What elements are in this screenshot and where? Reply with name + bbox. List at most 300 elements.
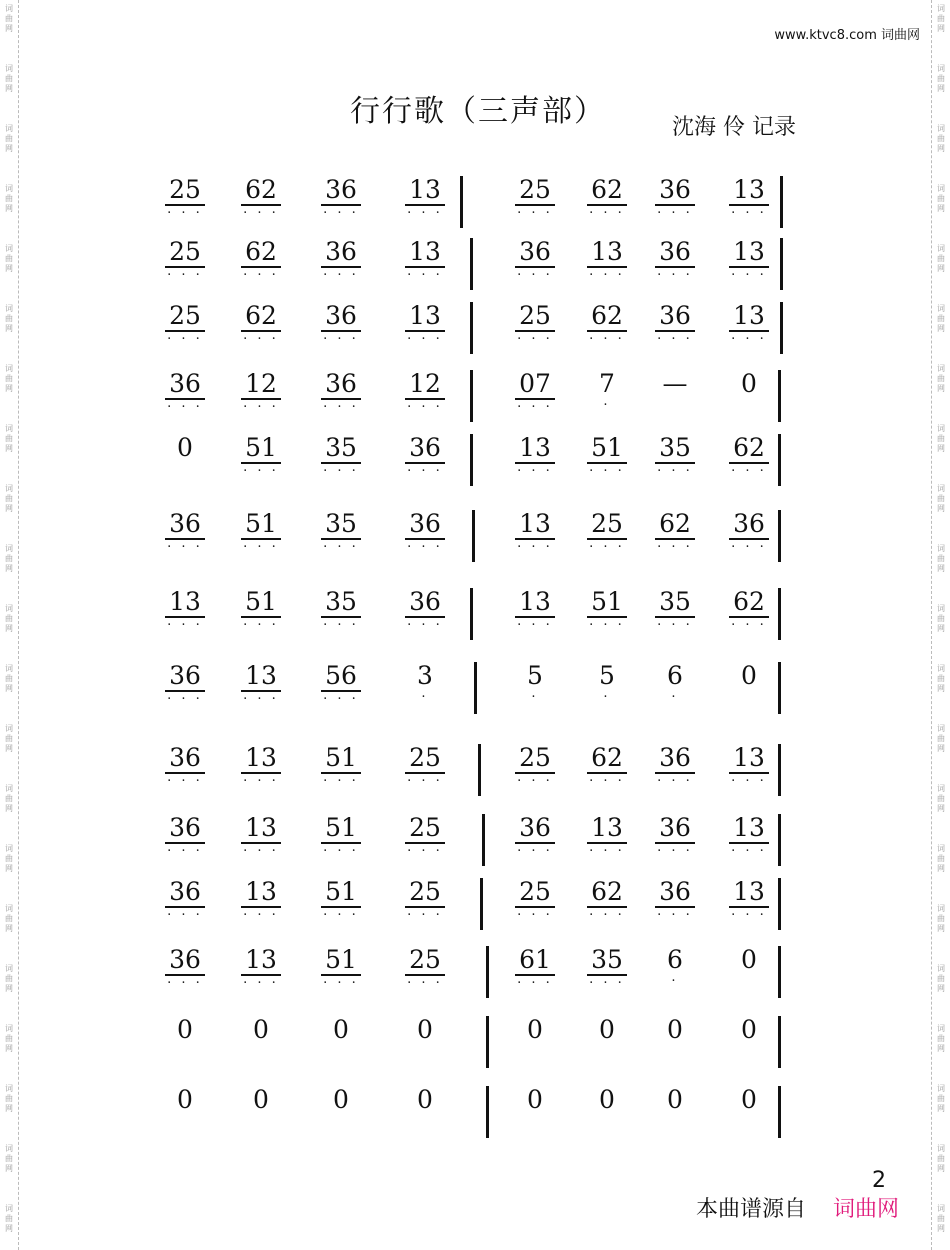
note-value: 13 <box>405 176 445 206</box>
watermark-mark: 词 曲 网 <box>5 1204 13 1233</box>
octave-dots: . . . <box>589 904 625 919</box>
octave-dots: . . . <box>589 614 625 629</box>
note-cell <box>500 878 570 922</box>
note-cell <box>714 588 784 632</box>
note-value: 0 <box>741 661 757 690</box>
note-cell <box>306 946 376 990</box>
note-value: 0 <box>599 1085 615 1114</box>
octave-dots: . . . <box>167 972 203 987</box>
watermark-mark: 词 曲 网 <box>937 304 945 333</box>
note-value: 62 <box>241 238 281 268</box>
note-value: 0 <box>253 1015 269 1044</box>
note-value: 62 <box>241 176 281 206</box>
note-cell <box>572 302 642 346</box>
barline <box>486 1016 489 1068</box>
note-cell <box>500 946 570 990</box>
note-cell <box>226 302 296 346</box>
note-value: 62 <box>587 302 627 332</box>
watermark-mark: 词 曲 网 <box>5 544 13 573</box>
note-cell <box>150 946 220 990</box>
note-cell <box>150 434 220 462</box>
note-cell <box>390 176 460 220</box>
note-cell <box>150 238 220 282</box>
octave-dots: . . . <box>731 264 767 279</box>
octave-dots: . . . <box>657 614 693 629</box>
note-cell <box>226 238 296 282</box>
note-cell <box>640 302 710 346</box>
watermark-mark: 词 曲 网 <box>937 784 945 813</box>
note-cell <box>226 1086 296 1114</box>
octave-dots: . . . <box>517 328 553 343</box>
octave-dots: . . . <box>407 614 443 629</box>
note-value: 12 <box>241 370 281 400</box>
note-value: 0 <box>527 1085 543 1114</box>
note-value: 25 <box>405 946 445 976</box>
note-cell <box>390 662 460 704</box>
barline <box>780 302 783 354</box>
note-value: 36 <box>515 814 555 844</box>
note-value: 7 <box>599 369 615 398</box>
note-value: 36 <box>655 878 695 908</box>
watermark-mark: 词 曲 网 <box>937 1204 945 1233</box>
note-value: 51 <box>241 434 281 464</box>
octave-dots: . . . <box>323 202 359 217</box>
octave-dots: . . . <box>517 460 553 475</box>
octave-dots: . . . <box>243 536 279 551</box>
watermark-mark: 词 曲 网 <box>5 664 13 693</box>
note-cell <box>500 814 570 858</box>
octave-dots: . . . <box>589 770 625 785</box>
watermark-mark: 词 曲 网 <box>5 904 13 933</box>
note-cell <box>500 370 570 414</box>
score-row <box>0 302 950 362</box>
note-value: 36 <box>321 370 361 400</box>
octave-dots: . . . <box>407 770 443 785</box>
barline <box>486 946 489 998</box>
note-value: 51 <box>241 510 281 540</box>
note-value: 36 <box>405 588 445 618</box>
note-value: 51 <box>321 814 361 844</box>
note-cell <box>500 744 570 788</box>
barline <box>778 510 781 562</box>
octave-dots: . . . <box>407 202 443 217</box>
note-cell <box>640 1086 710 1114</box>
footer-brand[interactable]: 词曲网 <box>833 1197 900 1222</box>
note-value: 35 <box>655 588 695 618</box>
octave-dots: . . . <box>589 328 625 343</box>
note-cell <box>640 434 710 478</box>
note-cell <box>572 238 642 282</box>
note-value: 62 <box>587 176 627 206</box>
score-row <box>0 1016 950 1076</box>
note-value: 35 <box>321 434 361 464</box>
note-cell <box>306 510 376 554</box>
barline <box>470 434 473 486</box>
note-value: 0 <box>177 433 193 462</box>
watermark-mark: 词 曲 网 <box>5 424 13 453</box>
octave-dots: . . . <box>589 536 625 551</box>
note-cell <box>150 744 220 788</box>
note-value: 6 <box>667 945 683 974</box>
watermark-mark: 词 曲 网 <box>937 184 945 213</box>
octave-dots: . . . <box>517 614 553 629</box>
note-cell <box>714 238 784 282</box>
note-value: 0 <box>667 1085 683 1114</box>
note-value: 13 <box>515 510 555 540</box>
watermark-mark: 词 曲 网 <box>937 484 945 513</box>
octave-dots: . . . <box>243 904 279 919</box>
note-cell <box>500 302 570 346</box>
note-value: 35 <box>321 588 361 618</box>
note-value: 0 <box>741 1085 757 1114</box>
octave-dots: . . . <box>657 328 693 343</box>
note-value: 0 <box>667 1015 683 1044</box>
note-cell <box>390 1016 460 1044</box>
note-cell <box>572 814 642 858</box>
octave-dots: . . . <box>323 972 359 987</box>
octave-dots: . . . <box>517 904 553 919</box>
note-value: 0 <box>253 1085 269 1114</box>
note-value: 62 <box>655 510 695 540</box>
watermark-mark: 词 曲 网 <box>937 844 945 873</box>
note-cell <box>390 434 460 478</box>
note-value: 13 <box>729 814 769 844</box>
note-cell <box>306 588 376 632</box>
octave-dots: . . . <box>657 904 693 919</box>
octave-dots: . . . <box>517 264 553 279</box>
note-value: 61 <box>515 946 555 976</box>
score-row <box>0 370 950 430</box>
note-value: 36 <box>515 238 555 268</box>
note-cell <box>640 878 710 922</box>
note-cell <box>226 814 296 858</box>
note-value: 62 <box>729 434 769 464</box>
octave-dots: . <box>603 394 611 409</box>
note-cell <box>500 238 570 282</box>
note-cell <box>226 434 296 478</box>
note-cell <box>226 588 296 632</box>
score-row <box>0 434 950 494</box>
octave-dots: . . . <box>167 536 203 551</box>
note-value: 51 <box>321 946 361 976</box>
note-cell <box>714 662 784 690</box>
watermark-mark: 词 曲 网 <box>5 724 13 753</box>
note-cell <box>390 238 460 282</box>
score-row <box>0 1086 950 1146</box>
note-value: 25 <box>515 176 555 206</box>
note-cell <box>306 662 376 706</box>
note-value: 12 <box>405 370 445 400</box>
note-value: 13 <box>241 878 281 908</box>
octave-dots: . . . <box>323 328 359 343</box>
watermark-mark: 词 曲 网 <box>937 1144 945 1173</box>
octave-dots: . . . <box>731 840 767 855</box>
note-cell <box>640 662 710 704</box>
note-value: 25 <box>405 814 445 844</box>
watermark-mark: 词 曲 网 <box>5 604 13 633</box>
note-cell <box>714 1086 784 1114</box>
note-cell <box>572 1086 642 1114</box>
note-value: 13 <box>241 946 281 976</box>
octave-dots: . . . <box>407 904 443 919</box>
note-value: 13 <box>405 302 445 332</box>
note-cell <box>226 370 296 414</box>
note-value: 62 <box>241 302 281 332</box>
note-value: 13 <box>729 302 769 332</box>
note-cell <box>714 302 784 346</box>
watermark-mark: 词 曲 网 <box>5 844 13 873</box>
note-value: 36 <box>655 302 695 332</box>
note-value: 25 <box>165 238 205 268</box>
octave-dots: . . . <box>731 770 767 785</box>
watermark-mark: 词 曲 网 <box>937 604 945 633</box>
octave-dots: . <box>603 686 611 701</box>
note-cell <box>226 946 296 990</box>
note-value: 0 <box>527 1015 543 1044</box>
note-cell <box>714 814 784 858</box>
watermark-mark: 词 曲 网 <box>937 64 945 93</box>
note-value: 0 <box>177 1015 193 1044</box>
note-value: 13 <box>515 588 555 618</box>
barline <box>778 878 781 930</box>
note-value: 36 <box>729 510 769 540</box>
barline <box>778 814 781 866</box>
note-value: 51 <box>321 878 361 908</box>
site-label[interactable]: www.ktvc8.com 词曲网 <box>774 28 920 43</box>
octave-dots: . . . <box>657 460 693 475</box>
octave-dots: . . . <box>407 396 443 411</box>
note-cell <box>226 510 296 554</box>
note-cell <box>390 744 460 788</box>
octave-dots: . . . <box>323 770 359 785</box>
octave-dots: . . . <box>517 840 553 855</box>
note-value: 25 <box>405 878 445 908</box>
barline <box>460 176 463 228</box>
octave-dots: . . . <box>407 460 443 475</box>
note-value: 0 <box>417 1085 433 1114</box>
octave-dots: . <box>671 686 679 701</box>
note-value: 36 <box>405 510 445 540</box>
note-value: 13 <box>241 814 281 844</box>
octave-dots: . . . <box>243 770 279 785</box>
score-row <box>0 510 950 570</box>
barline <box>470 588 473 640</box>
note-cell <box>306 878 376 922</box>
note-value: 13 <box>241 744 281 774</box>
note-cell <box>226 878 296 922</box>
barline <box>778 370 781 422</box>
score-row <box>0 662 950 722</box>
watermark-mark: 词 曲 网 <box>5 1084 13 1113</box>
note-cell <box>150 878 220 922</box>
octave-dots: . . . <box>589 840 625 855</box>
note-cell <box>500 662 570 704</box>
note-cell <box>500 176 570 220</box>
octave-dots: . . . <box>517 396 553 411</box>
watermark-mark: 词 曲 网 <box>5 4 13 33</box>
note-value: 13 <box>729 238 769 268</box>
note-value: 36 <box>321 302 361 332</box>
note-value: 36 <box>165 370 205 400</box>
note-value: 6 <box>667 661 683 690</box>
octave-dots: . <box>671 970 679 985</box>
barline <box>472 510 475 562</box>
octave-dots: . . . <box>731 904 767 919</box>
note-cell <box>390 946 460 990</box>
note-cell <box>500 1016 570 1044</box>
note-value: 62 <box>587 878 627 908</box>
note-cell <box>226 744 296 788</box>
note-cell <box>150 1016 220 1044</box>
octave-dots: . . . <box>243 328 279 343</box>
octave-dots: . . . <box>167 264 203 279</box>
octave-dots: . . . <box>243 396 279 411</box>
barline <box>486 1086 489 1138</box>
note-value: 36 <box>165 946 205 976</box>
barline <box>478 744 481 796</box>
octave-dots: . <box>531 686 539 701</box>
watermark-mark: 词 曲 网 <box>937 424 945 453</box>
watermark-mark: 词 曲 网 <box>5 184 13 213</box>
octave-dots: . . . <box>407 972 443 987</box>
note-cell <box>306 1086 376 1114</box>
note-value: 0 <box>741 1015 757 1044</box>
watermark-mark: 词 曲 网 <box>5 1024 13 1053</box>
barline <box>778 588 781 640</box>
note-cell <box>500 1086 570 1114</box>
octave-dots: . . . <box>323 264 359 279</box>
watermark-mark: 词 曲 网 <box>937 724 945 753</box>
note-cell <box>572 176 642 220</box>
watermark-mark: 词 曲 网 <box>937 124 945 153</box>
note-value: 0 <box>599 1015 615 1044</box>
note-cell <box>390 1086 460 1114</box>
watermark-mark: 词 曲 网 <box>937 244 945 273</box>
octave-dots: . . . <box>517 202 553 217</box>
note-value: 13 <box>729 176 769 206</box>
note-cell <box>500 510 570 554</box>
watermark-mark: 词 曲 网 <box>937 964 945 993</box>
octave-dots: . . . <box>657 840 693 855</box>
note-value: 07 <box>515 370 555 400</box>
note-cell <box>306 744 376 788</box>
note-cell <box>390 814 460 858</box>
octave-dots: . . . <box>407 328 443 343</box>
octave-dots: . . . <box>323 614 359 629</box>
octave-dots: . . . <box>243 614 279 629</box>
barline <box>778 434 781 486</box>
barline <box>778 744 781 796</box>
barline <box>470 302 473 354</box>
octave-dots: . . . <box>243 202 279 217</box>
note-value: 51 <box>321 744 361 774</box>
note-cell <box>226 662 296 706</box>
note-value: 35 <box>587 946 627 976</box>
note-cell <box>500 588 570 632</box>
note-value: 51 <box>241 588 281 618</box>
octave-dots: . . . <box>517 972 553 987</box>
note-cell <box>226 1016 296 1044</box>
octave-dots: . . . <box>323 904 359 919</box>
watermark-mark: 词 曲 网 <box>5 244 13 273</box>
note-value: 0 <box>741 945 757 974</box>
score-row <box>0 176 950 236</box>
octave-dots: . . . <box>167 328 203 343</box>
note-cell <box>714 878 784 922</box>
score-row <box>0 878 950 938</box>
note-value: 25 <box>587 510 627 540</box>
note-cell <box>640 176 710 220</box>
note-cell <box>714 946 784 974</box>
octave-dots: . . . <box>167 396 203 411</box>
page-number: 2 <box>872 1168 886 1193</box>
note-cell <box>572 878 642 922</box>
octave-dots: . . . <box>731 328 767 343</box>
note-value: 25 <box>165 302 205 332</box>
note-cell <box>306 1016 376 1044</box>
note-cell <box>306 814 376 858</box>
note-value: 25 <box>515 878 555 908</box>
note-value: 56 <box>321 662 361 692</box>
octave-dots: . . . <box>167 614 203 629</box>
note-value: 62 <box>587 744 627 774</box>
note-cell <box>390 878 460 922</box>
note-cell <box>150 1086 220 1114</box>
note-cell <box>714 434 784 478</box>
watermark-mark: 词 曲 网 <box>937 364 945 393</box>
note-value: 51 <box>587 588 627 618</box>
score-author: 沈海 伶 记录 <box>672 115 796 140</box>
octave-dots: . . . <box>243 688 279 703</box>
barline <box>778 1086 781 1138</box>
note-value: 3 <box>417 661 433 690</box>
note-cell <box>150 176 220 220</box>
note-cell <box>150 510 220 554</box>
octave-dots: . . . <box>167 688 203 703</box>
note-cell <box>640 744 710 788</box>
barline <box>778 662 781 714</box>
note-value: 13 <box>165 588 205 618</box>
note-cell <box>640 370 710 398</box>
barline <box>778 946 781 998</box>
watermark-mark: 词 曲 网 <box>937 664 945 693</box>
watermark-mark: 词 曲 网 <box>5 964 13 993</box>
note-cell <box>572 662 642 704</box>
octave-dots: . . . <box>243 460 279 475</box>
note-cell <box>226 176 296 220</box>
octave-dots: . . . <box>731 460 767 475</box>
octave-dots: . . . <box>407 264 443 279</box>
note-cell <box>306 176 376 220</box>
note-cell <box>150 370 220 414</box>
score-row <box>0 814 950 874</box>
barline <box>470 370 473 422</box>
score-row <box>0 744 950 804</box>
note-value: 0 <box>177 1085 193 1114</box>
note-value: 35 <box>321 510 361 540</box>
octave-dots: . . . <box>589 264 625 279</box>
note-value: 36 <box>165 744 205 774</box>
octave-dots: . . . <box>167 202 203 217</box>
barline <box>482 814 485 866</box>
note-cell <box>390 588 460 632</box>
note-cell <box>150 302 220 346</box>
note-value: 36 <box>321 238 361 268</box>
note-value: 36 <box>655 744 695 774</box>
octave-dots: . . . <box>731 614 767 629</box>
note-value: 0 <box>333 1015 349 1044</box>
watermark-mark: 词 曲 网 <box>5 124 13 153</box>
